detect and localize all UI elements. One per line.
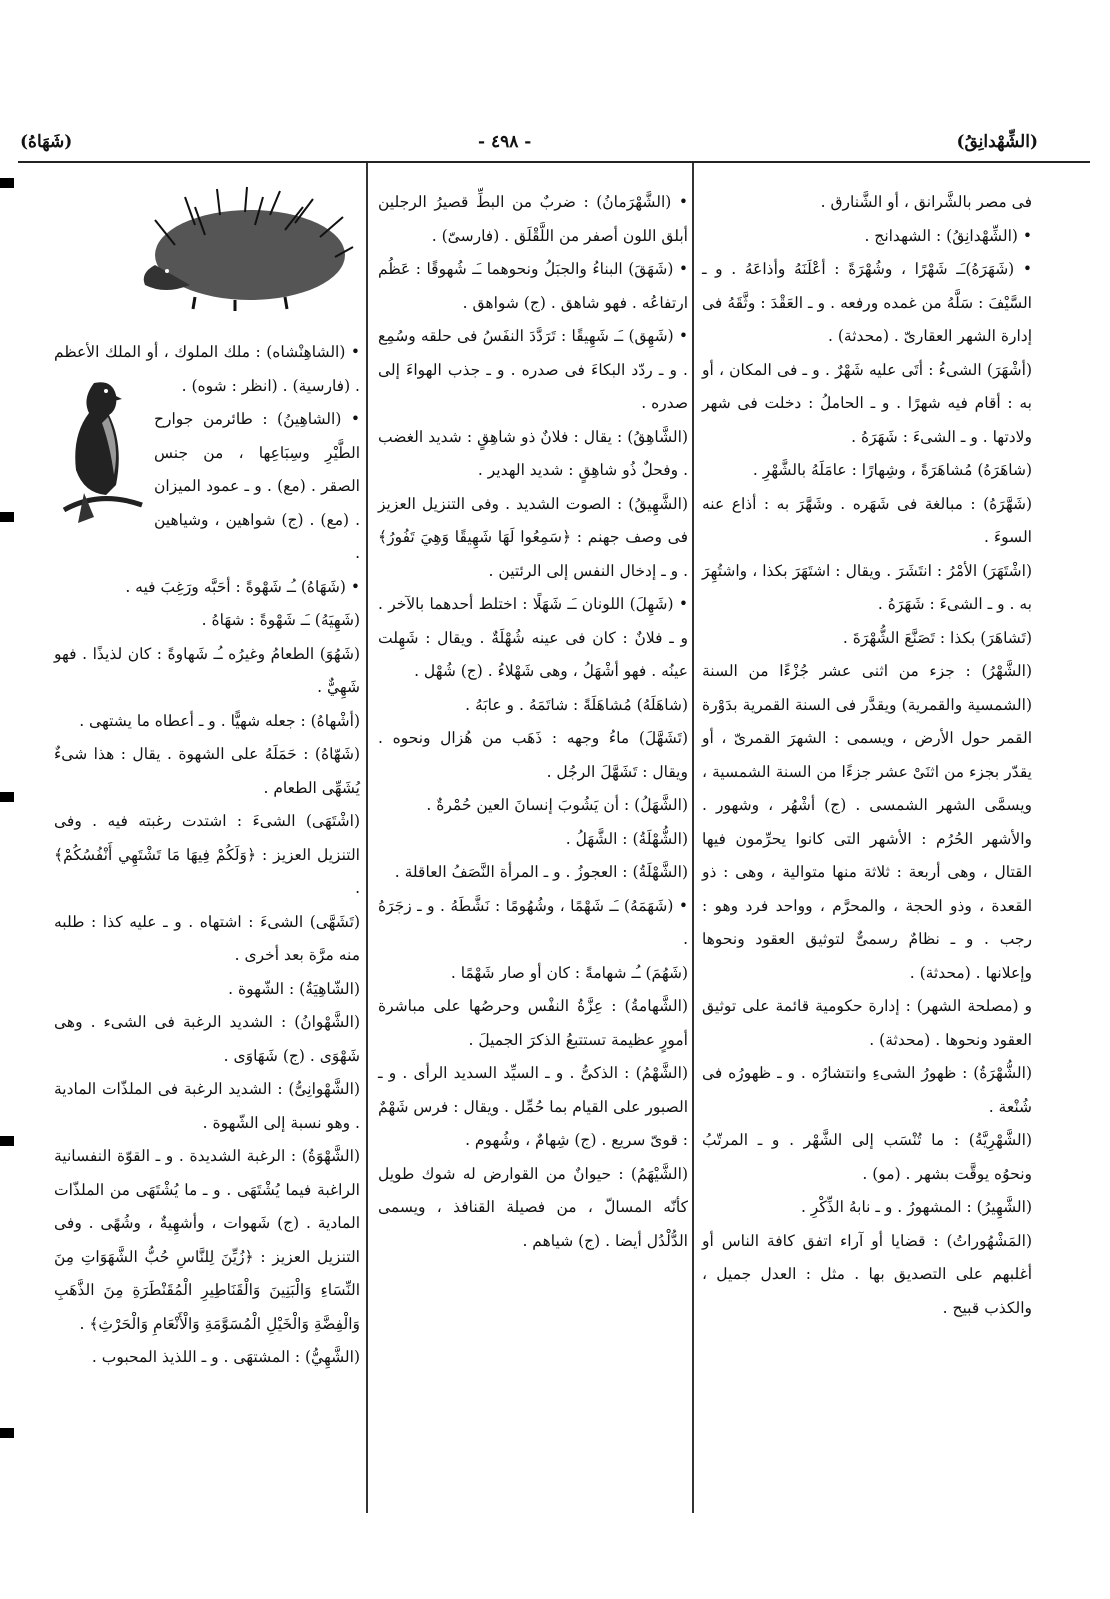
column-left bbox=[54, 336, 360, 1375]
dictionary-entry: • (الشاهِنْشاه) : ملك الملوك ، أو الملك الأعظم . (فارسية) . (انظر : شوه) . bbox=[54, 343, 360, 395]
dictionary-entry: • (شَهَقَ) البناءُ والجبَلُ ونحوهما ـَـ شُهوقًا : عَظُم ارتفاعُه . فهو شاهق . (ج) شواهق . bbox=[378, 260, 688, 312]
dictionary-entry: (الشَّهْوانُ) : الشديد الرغبة فى الشىء . وهى شَهْوَى . (ج) شَهَاوَى . bbox=[54, 1013, 360, 1065]
dictionary-entry: • (الشِّهْدانِقُ) : الشهدانج . bbox=[864, 226, 1032, 245]
dictionary-entry: (الشَّهْرِيَّةُ) : ما تُنْسَب إلى الشَّهْر . و ـ المرتّبُ ونحوُه يوقَّت بشهر . (مو) . bbox=[702, 1131, 1032, 1183]
dictionary-entry: (شَهُوَ) الطعامُ وغيرُه ـُـ شَهاوةً : كان لذيذًا . فهو شَهِيٌّ . bbox=[54, 644, 360, 696]
page-number: - ٤٩٨ - bbox=[478, 132, 532, 152]
binding-mark bbox=[0, 792, 14, 802]
dictionary-entry: (أشْهاهُ) : جعله شهيًّا . و ـ أعطاه ما يشتهى . bbox=[79, 711, 360, 730]
dictionary-entry: (الشّاهِيَةُ) : الشّهوة . bbox=[228, 979, 360, 998]
column-right bbox=[702, 186, 1032, 1325]
binding-mark bbox=[0, 178, 14, 188]
column-divider bbox=[692, 163, 694, 1513]
dictionary-entry: و (مصلحة الشهر) : إدارة حكومية قائمة على توثيق العقود ونحوها . (محدثة) . bbox=[702, 997, 1032, 1049]
dictionary-entry: (شَهُمَ) ـُـ شهامةً : كان أو صار شَهْمًا . bbox=[450, 963, 688, 982]
dictionary-entry: (الشُّهْرَةُ) : ظهورُ الشىءِ وانتشارُه . و ـ ظهورُه فى شُنْعة . bbox=[702, 1064, 1032, 1116]
dictionary-entry: (الشَّهْرُ) : جزء من اثنى عشر جُزْءًا من السنة (الشمسية والقمرية) ويقدَّر فى السنة القمرية بدَوْرة القمر حول الأرض ، ويسمى : الشهرَ القمرىّ ، أو يقدّر بجزء من اثنَىْ عشر جزءًا من السنة الشمسية ، ويسمَّى الشهر الشمسى . (ج) أشْهُر ، وشهور . والأشهر الحُرُم : الأشهر التى كانوا يحرِّمون فيها القتال ، وهى أربعة : ثلاثة منها متوالية ، وهى : ذو القعدة ، وذو الحجة ، والمحرَّم ، وواحد فرد وهو : رجب . و ـ نظامٌ رسمىٌّ لتوثيق العقود ونحوها وإعلانها . (محدثة) . bbox=[702, 662, 1032, 982]
dictionary-entry: • (شَهَرَهُ)ـَـ شَهْرًا ، وشُهْرَةً : أعْلَنَهُ وأذاعَهُ . و ـ السَّيْفَ : سَلَّهُ من غمده ورفعه . و ـ العَقْدَ : وثَّقَهُ فى إدارة الشهر العقارىّ . (محدثة) . bbox=[702, 260, 1032, 345]
dictionary-entry: (الشَّهامةُ) : عِزَّةُ النفْس وحرصُها على مباشرة أمورٍ عظيمة تستتبعُ الذكرَ الجميلَ . bbox=[378, 997, 688, 1049]
dictionary-entry: (الشَّهَلُ) : أن يَشُوبَ إنسانَ العين حُمْرةٌ . bbox=[426, 796, 688, 814]
binding-mark bbox=[0, 512, 14, 522]
dictionary-entry: (تَشَهَّلَ) ماءُ وجهه : ذَهَب من هُزال ونحوه . ويقال : تَشَهَّلَ الرجُل . bbox=[378, 729, 688, 781]
dictionary-entry: (شاهَرَهُ) مُشاهَرَةً ، وشِهارًا : عامَلَهُ بالشَّهْرِ . bbox=[752, 461, 1032, 479]
header-guide-word-left: (شَهَاهُ) bbox=[20, 132, 73, 152]
binding-mark bbox=[0, 1428, 14, 1438]
dictionary-entry: (المَشْهُوراتُ) : قضايا أو آراء اتفق كافة الناس أو أغلبهم على التصديق بها . مثل : العدل جميل ، والكذب قبيح . bbox=[702, 1231, 1032, 1317]
dictionary-entry: (أشْهَرَ) الشىءُ : أتَى عليه شَهْرٌ . و ـ فى المكان ، أو به : أقام فيه شهرًا . و ـ الحاملُ : دخلت فى شهر ولادتها . و ـ الشىءَ : شَهَرَهُ . bbox=[702, 360, 1032, 446]
dictionary-entry: فى مصر بالشَّرانق ، أو الشَّنارق . bbox=[820, 193, 1032, 211]
dictionary-entry: (تَشَهَّى) الشىءَ : اشتهاه . و ـ عليه كذا : طلبه منه مرَّة بعد أخرى . bbox=[54, 912, 360, 964]
dictionary-entry: (شَهِيَهُ) ـَـ شَهْوةً : شهَاهُ . bbox=[201, 611, 360, 629]
dictionary-entry: • (الشَّهْرَمانُ) : ضربٌ من البطِّ قصيرُ الرجلين أبلق اللون أصفر من اللَّقْلَق . (فارسىّ) . bbox=[378, 193, 688, 245]
dictionary-entry: (شاهَلَهُ) مُشاهَلَةً : شاتَمَهُ . و عابَهُ . bbox=[465, 695, 688, 714]
dictionary-entry: (الشَّهِيرُ) : المشهورُ . و ـ نابهُ الذِّكْرِ . bbox=[800, 1198, 1032, 1216]
hedgehog-illustration bbox=[135, 185, 355, 315]
dictionary-entry: (الشَّهْوانِىُّ) : الشديد الرغبة فى الملذّات المادية . وهو نسبة إلى الشّهوة . bbox=[54, 1080, 360, 1132]
binding-mark bbox=[0, 1136, 14, 1146]
dictionary-entry: • (شَهِق) ـَـ شَهِيقًا : تَرَدَّدَ النفَسُ فى حلقه وسُمِع . و ـ ردّد البكاءَ فى صدره . و ـ جذب الهواءَ إلى صدره . bbox=[378, 327, 688, 412]
dictionary-entry: (الشَّهْوَةُ) : الرغبة الشديدة . و ـ القوّة النفسانية الراغبة فيما يُشْتَهَى . و ـ ما يُشْتَهَى من الملذّات المادية . (ج) شَهوات ، وأشهِيةٌ ، وشُهًى . وفى التنزيل العزيز : ﴿زُيِّنَ لِلنَّاسِ حُبُّ الشَّهَوَاتِ مِنَ النِّسَاءِ وَالْبَنِينَ وَالْقَنَاطِيرِ الْمُقَنْطَرَةِ مِنَ الذَّهَبِ وَالْفِضَّةِ وَالْخَيْلِ الْمُسَوَّمَةِ وَالْأَنْعَامِ وَالْحَرْثِ﴾ . bbox=[54, 1147, 360, 1333]
dictionary-entry: (تَشاهَرَ) بكذا : تَصَنَّعَ الشُّهْرَةَ . bbox=[842, 628, 1032, 647]
dictionary-entry: • (الشاهِينُ) : طائرمن جوارح الطَّيْرِ وسِبَاعِها ، من جنس الصقر . (مع) . و ـ عمود الميزان . (مع) . (ج) شواهين ، وشياهين . bbox=[154, 410, 360, 562]
column-middle bbox=[378, 186, 688, 1258]
dictionary-entry: • (شَهِلَ) اللونان ـَـ شَهَلًا : اختلط أحدهما بالآخر . و ـ فلانٌ : كان فى عينه شُهْلَةٌ . ويقال : شَهِلت عينُه . فهو أشْهَلُ ، وهى شَهْلاءُ . (ج) شُهْل . bbox=[378, 595, 688, 680]
dictionary-entry: (الشَّيْهَمُ) : حيوانٌ من القوارض له شوك طويل كأنّه المسالّ ، من فصيلة القنافذ ، ويسمى الدُّلْدُل أيضا . (ج) شياهم . bbox=[378, 1164, 688, 1250]
header-guide-word-right: (الشِّهْدانِقُ) bbox=[956, 132, 1038, 152]
dictionary-entry: • (شَهَاهُ) ـُـ شَهْوةً : أحَبَّه ورَغِبَ فيه . bbox=[125, 577, 360, 596]
dictionary-entry: (الشَّهْمُ) : الذكىُّ . و ـ السيِّد السديد الرأى . و ـ الصبور على القيام بما حُمِّل . ويقال : فرس شَهْمٌ : قوىّ سريع . (ج) شِهامٌ ، وشُهوم . bbox=[378, 1064, 688, 1149]
dictionary-entry: (الشَّهِيُّ) : المشتهَى . و ـ اللذيذ المحبوب . bbox=[91, 1348, 360, 1366]
dictionary-entry: • (شَهَمَهُ) ـَـ شَهْمًا ، وشُهُومًا : نَشَّطَهُ . و ـ زجَرَهُ . bbox=[378, 896, 688, 948]
dictionary-entry: (الشَّاهِقُ) : يقال : فلانٌ ذو شاهِقٍ : شديد الغضب . وفحلٌ ذُو شاهِقٍ : شديد الهدير . bbox=[378, 427, 688, 479]
dictionary-entry: (شَهَّرَهُ) : مبالغة فى شَهَره . وشَهَّرَ به : أذاع عنه السوءَ . bbox=[702, 494, 1032, 546]
dictionary-entry: (الشَّهِيقُ) : الصوت الشديد . وفى التنزيل العزيز فى وصف جهنم : ﴿سَمِعُوا لَهَا شَهِيقًا وَهِيَ تَفُورُ﴾ . و ـ إدخال النفس إلى الرئتين . bbox=[378, 494, 688, 580]
dictionary-entry: (اشْتَهَى) الشىءَ : اشتدت رغبته فيه . وفى التنزيل العزيز : ﴿وَلَكُمْ فِيهَا مَا تَشْتَهِي أَنْفُسُكُمْ﴾ . bbox=[54, 812, 360, 897]
dictionary-entry: (الشَّهْلَةُ) : العجوزُ . و ـ المرأة النَّصَفُ العاقلة . bbox=[394, 863, 688, 881]
dictionary-entry: (اشْتَهَرَ) الأمْرُ : انتَشَرَ . ويقال : اشتَهَرَ بكذا ، واشتُهِرَ به . و ـ الشىءَ : شَهَرَهُ . bbox=[702, 561, 1032, 613]
header-rule bbox=[18, 161, 1090, 163]
column-divider bbox=[366, 163, 368, 1513]
dictionary-entry: (الشُّهْلَةُ) : الشَّهَلُ . bbox=[565, 829, 688, 848]
dictionary-entry: (شَهّاهُ) : حَمَلَهُ على الشهوة . يقال : هذا شىءٌ يُشَهِّى الطعام . bbox=[54, 745, 360, 797]
